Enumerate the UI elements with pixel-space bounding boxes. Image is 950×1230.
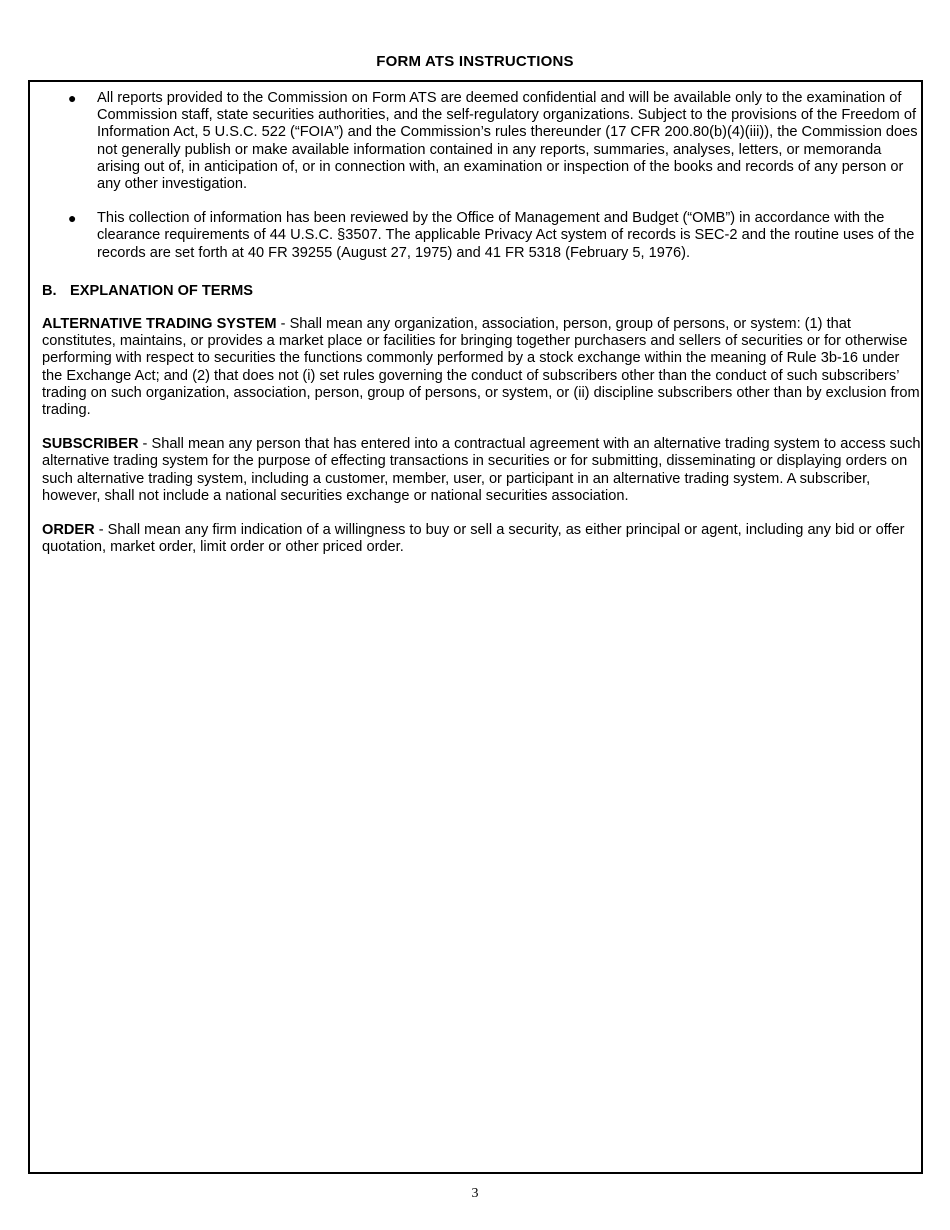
term-definition-subscriber bbox=[42, 436, 922, 505]
term-name: SUBSCRIBER bbox=[42, 436, 139, 453]
term-text: - Shall mean any organization, association, person, group of persons, or system: (1) that constitutes, maintains, or provides a market place or facilities for bringing together purchasers and sellers of securities or for otherwise performing with respect to securities the functions commonly performed by a stock exchange within the meaning of Rule 3b-16 under the Exchange Act; and (2) that does not (i) set rules governing the conduct of subscribers other than the conduct of such subscribers’ trading on such organization, association, person, group of persons, or system, or (ii) discipline subscribers other than by exclusion from trading. bbox=[42, 316, 920, 419]
bullet-text-omb: This collection of information has been reviewed by the Office of Management and Budget (“OMB”) in accordance with the clearance requirements of 44 U.S.C. §3507. The applicable Privacy Act system of records is SEC-2 and the routine uses of the records are set forth at 40 FR 39255 (August 27, 1975) and 41 FR 5318 (February 5, 1976). bbox=[97, 210, 915, 261]
section-letter: B. bbox=[42, 282, 57, 299]
bullet-icon: ● bbox=[68, 90, 77, 106]
bullet-list bbox=[42, 90, 922, 262]
bullet-icon: ● bbox=[68, 210, 77, 227]
term-text: - Shall mean any firm indication of a willingness to buy or sell a security, as either principal or agent, including any bid or offer quotation, market order, limit order or other priced order. bbox=[42, 522, 905, 556]
list-item bbox=[42, 90, 922, 193]
term-definition-ats bbox=[42, 316, 922, 419]
bullet-text-confidentiality: All reports provided to the Commission on Form ATS are deemed confidential and will be available only to the examination of Commission staff, state securities authorities, and the self-regulatory organizations. Subject to the provisions of the Freedom of Information Act, 5 U.S.C. 522 (“FOIA”) and the Commission’s rules thereunder (17 CFR 200.80(b)(4)(iii)), the Commission does not generally publish or make available information contained in any reports, summaries, analyses, letters, or memoranda arising out of, in anticipation of, or in connection with, an examination or inspection of the books and records of any person or any other investigation. bbox=[97, 90, 918, 193]
term-name: ALTERNATIVE TRADING SYSTEM bbox=[42, 316, 277, 333]
section-heading bbox=[42, 283, 922, 300]
instructions-body bbox=[42, 90, 922, 573]
section-title: EXPLANATION OF TERMS bbox=[70, 282, 253, 299]
term-definition-order bbox=[42, 522, 922, 556]
page-title: FORM ATS INSTRUCTIONS bbox=[376, 53, 574, 70]
term-name: ORDER bbox=[42, 522, 95, 539]
page-number: 3 bbox=[471, 1186, 479, 1201]
list-item bbox=[42, 210, 922, 262]
term-text: - Shall mean any person that has entered into a contractual agreement with an alternative trading system to access such alternative trading system for the purpose of effecting transactions in securities or for submitting, disseminating or displaying orders on such alternative trading system, including a customer, member, user, or participant in an alternative trading system. A subscriber, however, shall not include a national securities exchange or national securities association. bbox=[42, 436, 921, 504]
